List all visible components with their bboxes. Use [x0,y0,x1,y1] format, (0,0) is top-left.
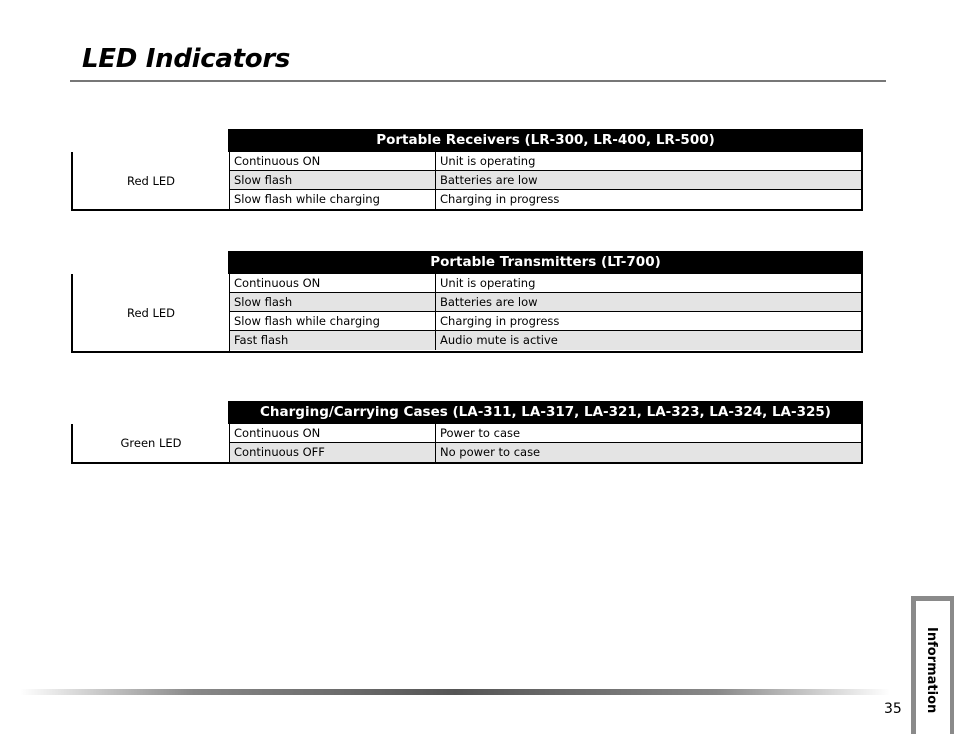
led-state: Continuous ON [230,274,436,292]
table-row [230,443,861,462]
transmitters-table [71,251,863,353]
led-state: Slow flash while charging [230,190,436,209]
led-meaning: Charging in progress [440,192,560,206]
table-header: Portable Receivers (LR-300, LR-400, LR-500) [228,129,863,152]
section-tab [911,596,954,734]
table-row [230,274,861,293]
led-state: Slow flash [230,293,436,311]
table-header: Charging/Carrying Cases (LA-311, LA-317, LA-321, LA-323, LA-324, LA-325) [228,401,863,424]
led-state: Slow flash while charging [230,312,436,330]
table-row [230,424,861,443]
led-type-cell: Red LED [73,274,230,351]
charging-cases-table [71,401,863,464]
led-meaning: Batteries are low [440,295,538,309]
led-state: Slow flash [230,171,436,189]
led-meaning: Unit is operating [440,276,536,290]
led-state: Continuous ON [230,152,436,170]
table-header: Portable Transmitters (LT-700) [228,251,863,274]
receivers-table [71,129,863,211]
page-title: LED Indicators [82,44,291,74]
led-state: Fast flash [230,331,436,350]
table-row [230,293,861,312]
led-meaning: Audio mute is active [440,333,558,347]
table-row [230,331,861,350]
page-number: 35 [884,701,902,717]
led-meaning: Power to case [440,426,521,440]
led-state: Continuous OFF [230,443,436,462]
led-state: Continuous ON [230,424,436,442]
led-meaning: Unit is operating [440,154,536,168]
title-divider [70,80,886,82]
table-row [230,190,861,209]
table-row [230,312,861,331]
led-type-cell: Green LED [73,424,230,462]
footer-divider [20,689,890,695]
led-meaning: No power to case [440,445,541,459]
table-row [230,171,861,190]
section-tab-label: Information [924,627,939,714]
led-meaning: Charging in progress [440,314,560,328]
led-meaning: Batteries are low [440,173,538,187]
table-row [230,152,861,171]
led-type-cell: Red LED [73,152,230,209]
